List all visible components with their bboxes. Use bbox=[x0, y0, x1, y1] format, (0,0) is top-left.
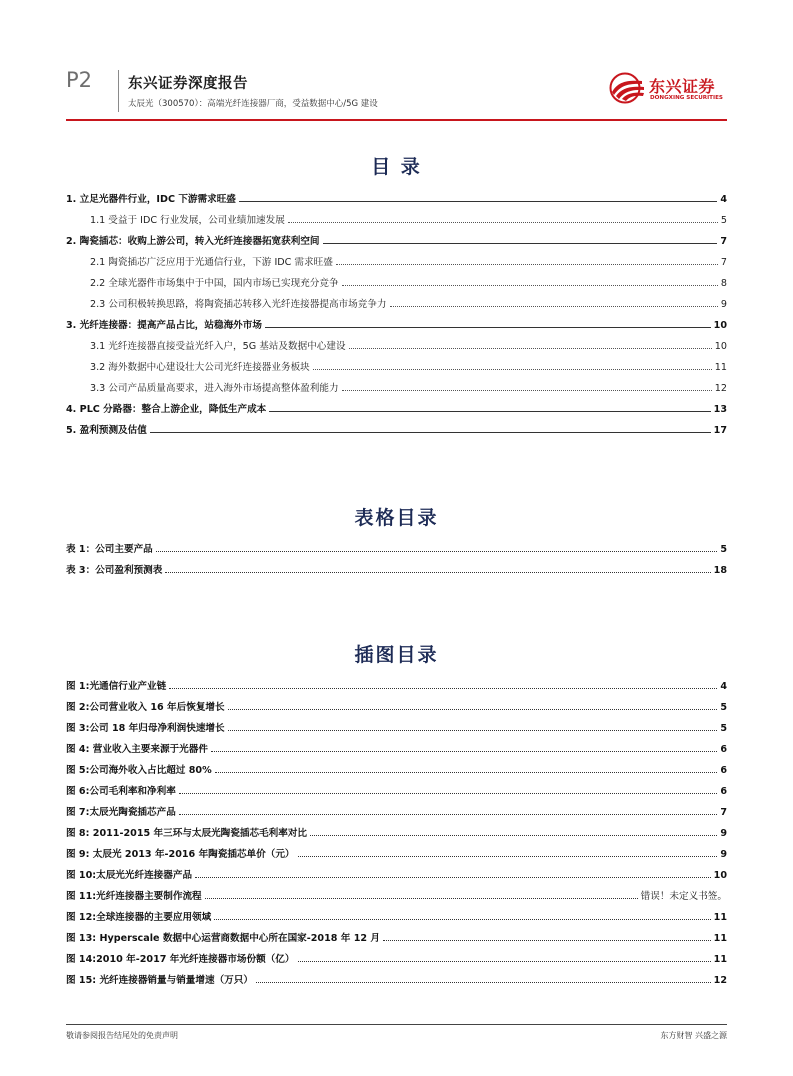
dot-leader bbox=[390, 305, 718, 307]
entry-label: 图 9: 太辰光 2013 年-2016 年陶瓷插芯单价（元） bbox=[66, 849, 295, 860]
figure-entry[interactable] bbox=[66, 946, 727, 967]
dot-leader bbox=[228, 708, 718, 710]
entry-page-number: 7 bbox=[720, 257, 727, 268]
figure-entry[interactable] bbox=[66, 841, 727, 862]
footer-rule bbox=[66, 1024, 727, 1025]
footer-disclaimer: 敬请参阅报告结尾处的免责声明 bbox=[66, 1031, 178, 1040]
entry-label: 2.3 公司积极转换思路，将陶瓷插芯转移入光纤连接器提高市场竞争力 bbox=[90, 299, 387, 310]
dot-leader bbox=[179, 792, 718, 794]
dot-leader bbox=[265, 326, 711, 328]
dot-leader bbox=[205, 897, 638, 899]
figures-title: 插图目录 bbox=[354, 644, 439, 666]
company-logo bbox=[608, 72, 728, 106]
entry-page-number: 6 bbox=[720, 786, 727, 797]
figure-entry[interactable] bbox=[66, 967, 727, 988]
header-rule bbox=[66, 119, 727, 121]
dot-leader bbox=[288, 221, 718, 223]
dot-leader bbox=[211, 750, 717, 752]
dot-leader bbox=[179, 813, 718, 815]
dot-leader bbox=[150, 431, 711, 433]
dot-leader bbox=[313, 368, 712, 370]
dot-leader bbox=[215, 771, 718, 773]
entry-page-number: 5 bbox=[720, 723, 727, 734]
toc-entry[interactable] bbox=[66, 186, 727, 207]
entry-label: 图 1:光通信行业产业链 bbox=[66, 681, 167, 692]
entry-label: 3.1 光纤连接器直接受益光纤入户，5G 基站及数据中心建设 bbox=[90, 341, 346, 352]
entry-page-number: 5 bbox=[720, 702, 727, 713]
dot-leader bbox=[349, 347, 712, 349]
entry-label: 3.2 海外数据中心建设壮大公司光纤连接器业务板块 bbox=[90, 362, 310, 373]
dot-leader bbox=[383, 939, 711, 941]
entry-page-number: 13 bbox=[713, 404, 727, 415]
entry-label: 5. 盈利预测及估值 bbox=[66, 425, 147, 436]
dot-leader bbox=[239, 200, 717, 202]
entry-label: 3.3 公司产品质量高要求，进入海外市场提高整体盈利能力 bbox=[90, 383, 339, 394]
report-subtitle: 太辰光（300570）：高端光纤连接器厂商，受益数据中心/5G 建设 bbox=[128, 99, 378, 109]
entry-page-number: 7 bbox=[720, 236, 727, 247]
entry-label: 图 3:公司 18 年归母净利润快速增长 bbox=[66, 723, 225, 734]
entry-page-number: 9 bbox=[720, 828, 727, 839]
figure-entry[interactable] bbox=[66, 820, 727, 841]
dot-leader bbox=[195, 876, 711, 878]
entry-label: 1.1 受益于 IDC 行业发展，公司业绩加速发展 bbox=[90, 215, 285, 226]
entry-label: 3. 光纤连接器：提高产品占比，站稳海外市场 bbox=[66, 320, 262, 331]
dot-leader bbox=[169, 687, 717, 689]
toc-entry[interactable] bbox=[66, 249, 727, 270]
entry-label: 图 14:2010 年-2017 年光纤连接器市场份额（亿） bbox=[66, 954, 295, 965]
dot-leader bbox=[228, 729, 718, 731]
entry-label: 图 6:公司毛利率和净利率 bbox=[66, 786, 176, 797]
header-divider bbox=[118, 70, 119, 112]
dot-leader bbox=[165, 571, 710, 573]
entry-page-number: 11 bbox=[714, 362, 727, 373]
entry-page-number: 18 bbox=[713, 565, 727, 576]
entry-label: 图 8: 2011-2015 年三环与太辰光陶瓷插芯毛利率对比 bbox=[66, 828, 308, 839]
entry-page-number: 11 bbox=[713, 933, 727, 944]
entry-label: 2.1 陶瓷插芯广泛应用于光通信行业，下游 IDC 需求旺盛 bbox=[90, 257, 333, 268]
tables-title: 表格目录 bbox=[354, 507, 439, 529]
table-entry[interactable] bbox=[66, 557, 727, 578]
report-series-title: 东兴证券深度报告 bbox=[128, 76, 248, 92]
dot-leader bbox=[256, 981, 711, 983]
figure-entry[interactable] bbox=[66, 799, 727, 820]
dot-leader bbox=[298, 960, 711, 962]
entry-label: 图 10:太辰光光纤连接器产品 bbox=[66, 870, 193, 881]
toc-entry[interactable] bbox=[66, 312, 727, 333]
entry-page-number: 8 bbox=[720, 278, 727, 289]
entry-label: 图 4: 营业收入主要来源于光器件 bbox=[66, 744, 208, 755]
toc-entry[interactable] bbox=[66, 291, 727, 312]
entry-label: 图 12:全球连接器的主要应用领域 bbox=[66, 912, 212, 923]
entry-label: 图 2:公司营业收入 16 年后恢复增长 bbox=[66, 702, 225, 713]
figure-entry[interactable] bbox=[66, 673, 727, 694]
entry-label: 1. 立足光器件行业，IDC 下游需求旺盛 bbox=[66, 194, 236, 205]
entry-page-number: 12 bbox=[713, 975, 727, 986]
figure-entry[interactable] bbox=[66, 757, 727, 778]
entry-label: 4. PLC 分路器：整合上游企业，降低生产成本 bbox=[66, 404, 267, 415]
entry-page-number: 10 bbox=[714, 341, 727, 352]
dot-leader bbox=[156, 550, 718, 552]
entry-label: 图 15: 光纤连接器销量与销量增速（万只） bbox=[66, 975, 253, 986]
toc-entry[interactable] bbox=[66, 375, 727, 396]
entry-label: 图 5:公司海外收入占比超过 80% bbox=[66, 765, 212, 776]
entry-page-number: 12 bbox=[714, 383, 727, 394]
figures-list bbox=[66, 673, 727, 988]
entry-page-number: 11 bbox=[713, 954, 727, 965]
dot-leader bbox=[298, 855, 718, 857]
figure-entry[interactable] bbox=[66, 736, 727, 757]
figure-entry[interactable] bbox=[66, 925, 727, 946]
entry-page-number: 9 bbox=[720, 299, 727, 310]
entry-label: 表 1：公司主要产品 bbox=[66, 544, 153, 555]
dot-leader bbox=[336, 263, 718, 265]
logo-chinese-text: 东兴证券 bbox=[649, 77, 716, 96]
entry-label: 图 7:太辰光陶瓷插芯产品 bbox=[66, 807, 176, 818]
figure-entry[interactable] bbox=[66, 715, 727, 736]
figure-entry[interactable] bbox=[66, 778, 727, 799]
dot-leader bbox=[214, 918, 710, 920]
logo-english-text: DONGXING SECURITIES bbox=[650, 95, 723, 101]
dot-leader bbox=[310, 834, 717, 836]
entry-page-number: 10 bbox=[713, 870, 727, 881]
entry-page-number: 10 bbox=[713, 320, 727, 331]
entry-page-number: 4 bbox=[720, 194, 727, 205]
toc-entry[interactable] bbox=[66, 270, 727, 291]
tables-list bbox=[66, 536, 727, 578]
contents-list bbox=[66, 186, 727, 438]
footer-slogan: 东方财智 兴盛之源 bbox=[660, 1031, 727, 1040]
entry-label: 图 11:光纤连接器主要制作流程 bbox=[66, 891, 202, 902]
entry-page-number: 7 bbox=[720, 807, 727, 818]
dot-leader bbox=[323, 242, 718, 244]
toc-entry[interactable] bbox=[66, 354, 727, 375]
entry-page-number: 9 bbox=[720, 849, 727, 860]
dot-leader bbox=[342, 389, 712, 391]
entry-label: 2. 陶瓷插芯：收购上游公司，转入光纤连接器拓宽获利空间 bbox=[66, 236, 320, 247]
toc-entry[interactable] bbox=[66, 207, 727, 228]
figure-entry[interactable] bbox=[66, 694, 727, 715]
entry-page-number: 5 bbox=[720, 215, 727, 226]
toc-entry[interactable] bbox=[66, 396, 727, 417]
entry-label: 表 3：公司盈利预测表 bbox=[66, 565, 163, 576]
entry-page-number: 6 bbox=[720, 744, 727, 755]
entry-label: 图 13: Hyperscale 数据中心运营商数据中心所在国家-2018 年 12 月 bbox=[66, 933, 381, 944]
entry-page-number: 5 bbox=[720, 544, 727, 555]
entry-page-number: 6 bbox=[720, 765, 727, 776]
entry-page-number: 11 bbox=[713, 912, 727, 923]
entry-page-number: 错误！未定义书签。 bbox=[640, 891, 727, 902]
table-entry[interactable] bbox=[66, 536, 727, 557]
figure-entry[interactable] bbox=[66, 883, 727, 904]
entry-page-number: 4 bbox=[720, 681, 727, 692]
toc-entry[interactable] bbox=[66, 228, 727, 249]
logo-mark-icon bbox=[608, 72, 646, 104]
figure-entry[interactable] bbox=[66, 904, 727, 925]
dot-leader bbox=[342, 284, 718, 286]
dot-leader bbox=[269, 410, 710, 412]
figure-entry[interactable] bbox=[66, 862, 727, 883]
toc-entry[interactable] bbox=[66, 333, 727, 354]
entry-page-number: 17 bbox=[713, 425, 727, 436]
contents-title: 目 录 bbox=[371, 156, 422, 178]
page-number: P2 bbox=[66, 68, 93, 92]
entry-label: 2.2 全球光器件市场集中于中国，国内市场已实现充分竞争 bbox=[90, 278, 339, 289]
toc-entry[interactable] bbox=[66, 417, 727, 438]
